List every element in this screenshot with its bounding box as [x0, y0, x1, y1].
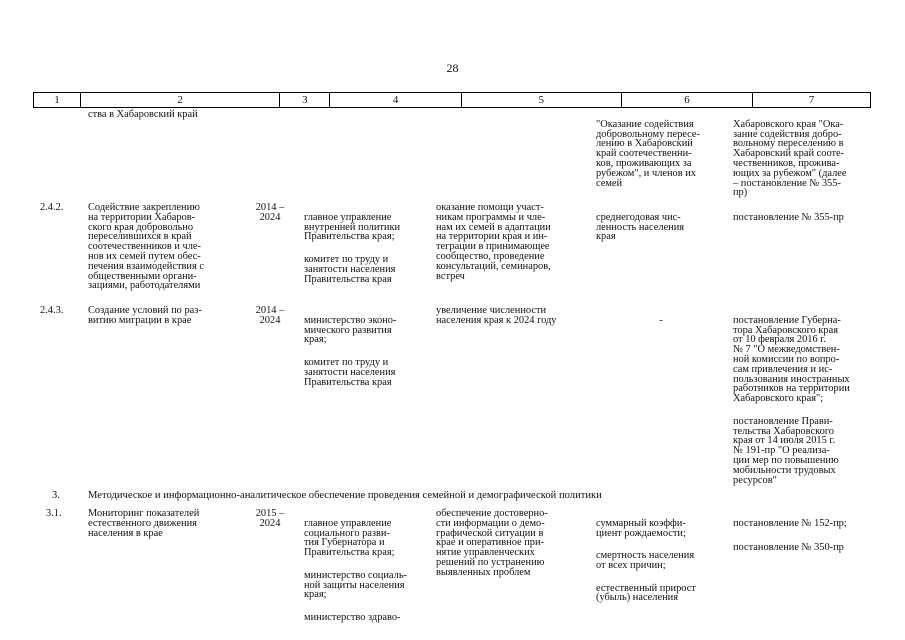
- basis-cell: [733, 509, 868, 566]
- column-header-6: 6: [622, 93, 754, 107]
- basis-text: постановление Прави- тельства Хабаровского края от 14 июля 2015 г. № 191-пр "О реализа- ции мер по повышению мобильности трудовых ресурсов": [733, 415, 839, 486]
- page-number: 28: [446, 61, 459, 75]
- column-header-1: 1: [34, 93, 81, 107]
- content-cell: увеличение численности населения края к 2024 году: [436, 305, 557, 326]
- basis-text: Хабаровского края "Ока- зание содействия добро- вольному переселению в Хабаровский край сооте- чественников, прожива- ющих за рубежом" (далее – постановление № 355- пр): [733, 118, 847, 199]
- measure-title: ства в Хабаровский край: [88, 109, 198, 120]
- executors-cell: [304, 306, 434, 400]
- basis-text: постановление Губерна- тора Хабаровского края от 10 февраля 2016 г. № 7 "О межведомствен- ной комиссии по вопро- сам привлечения и ис- пользования иностранных работников на территории Хабаровского края";: [733, 314, 850, 405]
- basis-text: постановление № 355-пр: [733, 211, 844, 223]
- measure-title: Создание условий по раз- витию миграции в крае: [88, 305, 202, 326]
- table-header-row: [33, 92, 871, 108]
- row-number: 2.4.3.: [40, 305, 64, 316]
- executor-text: комитет по труду и занятости населения Правительства края: [304, 253, 396, 285]
- basis-cell: [733, 203, 868, 235]
- content-cell: обеспечение достоверно- сти информации о демо- графической ситуации в крае и оперативное при- нятие управленческих решений по устранению выявленных проблем: [436, 508, 548, 578]
- executor-text: министерство здраво-: [304, 611, 401, 623]
- indicator-cell: [596, 203, 726, 255]
- indicator-text: естественный прирост (убыль) населения: [596, 582, 696, 604]
- executor-text: комитет по труду и занятости населения Правительства края: [304, 356, 396, 388]
- row-number: 3.1.: [46, 508, 62, 519]
- years: 2014 – 2024: [255, 202, 285, 223]
- section-number: 3.: [52, 490, 60, 501]
- section-title: Методическое и информационно-аналитическое обеспечение проведения семейной и демографической политики: [88, 490, 602, 501]
- executor-text: главное управление социального разви- тия Губернатора и Правительства края;: [304, 517, 395, 559]
- executor-text: главное управление внутренней политики Правительства края;: [304, 211, 401, 243]
- measure-title: Мониторинг показателей естественного движения населения в крае: [88, 508, 200, 539]
- indicator-text: -: [659, 314, 663, 326]
- measure-title: Содействие закреплению на территории Хабаров- ского края добровольно переселившихся в край соотечественников и чле- нов их семей путем обес- печения взаимодействия с общественными органи- зациями, работодателями: [88, 202, 204, 292]
- basis-cell: [733, 110, 868, 211]
- basis-text: постановление № 152-пр;: [733, 517, 847, 529]
- executors-cell: [304, 203, 434, 297]
- row-number: 2.4.2.: [40, 202, 64, 213]
- executor-text: министерство эконо- мического развития края;: [304, 314, 397, 346]
- column-header-5: 5: [462, 93, 622, 107]
- indicator-text: смертность населения от всех причин;: [596, 550, 695, 571]
- years: 2014 – 2024: [255, 305, 285, 326]
- indicator-cell: [596, 306, 726, 338]
- years: 2015 – 2024: [255, 508, 285, 529]
- indicator-text: среднегодовая чис- ленность населения края: [596, 211, 685, 243]
- column-header-2: 2: [81, 93, 281, 107]
- content-cell: оказание помощи участ- никам программы и чле- нам их семей в адаптации на территории края и ин- теграции в принимающее сообщество, проведение консультаций, семинаров, встреч: [436, 202, 551, 282]
- indicator-cell: [596, 110, 726, 201]
- column-header-3: 3: [280, 93, 330, 107]
- basis-text: постановление № 350-пр: [733, 542, 844, 554]
- indicator-text: суммарный коэффи- циент рождаемости;: [596, 517, 686, 539]
- basis-cell: [733, 306, 868, 498]
- executor-text: министерство социаль- ной защиты населения края;: [304, 569, 408, 601]
- indicator-text: "Оказание содействия добровольному пересе- лению в Хабаровский край соотечественни- ков, проживающих за рубежом", и членов их семей: [596, 118, 700, 189]
- column-header-4: 4: [330, 93, 462, 107]
- executors-cell: [304, 509, 434, 636]
- column-header-7: 7: [808, 94, 815, 106]
- indicator-cell: [596, 509, 726, 616]
